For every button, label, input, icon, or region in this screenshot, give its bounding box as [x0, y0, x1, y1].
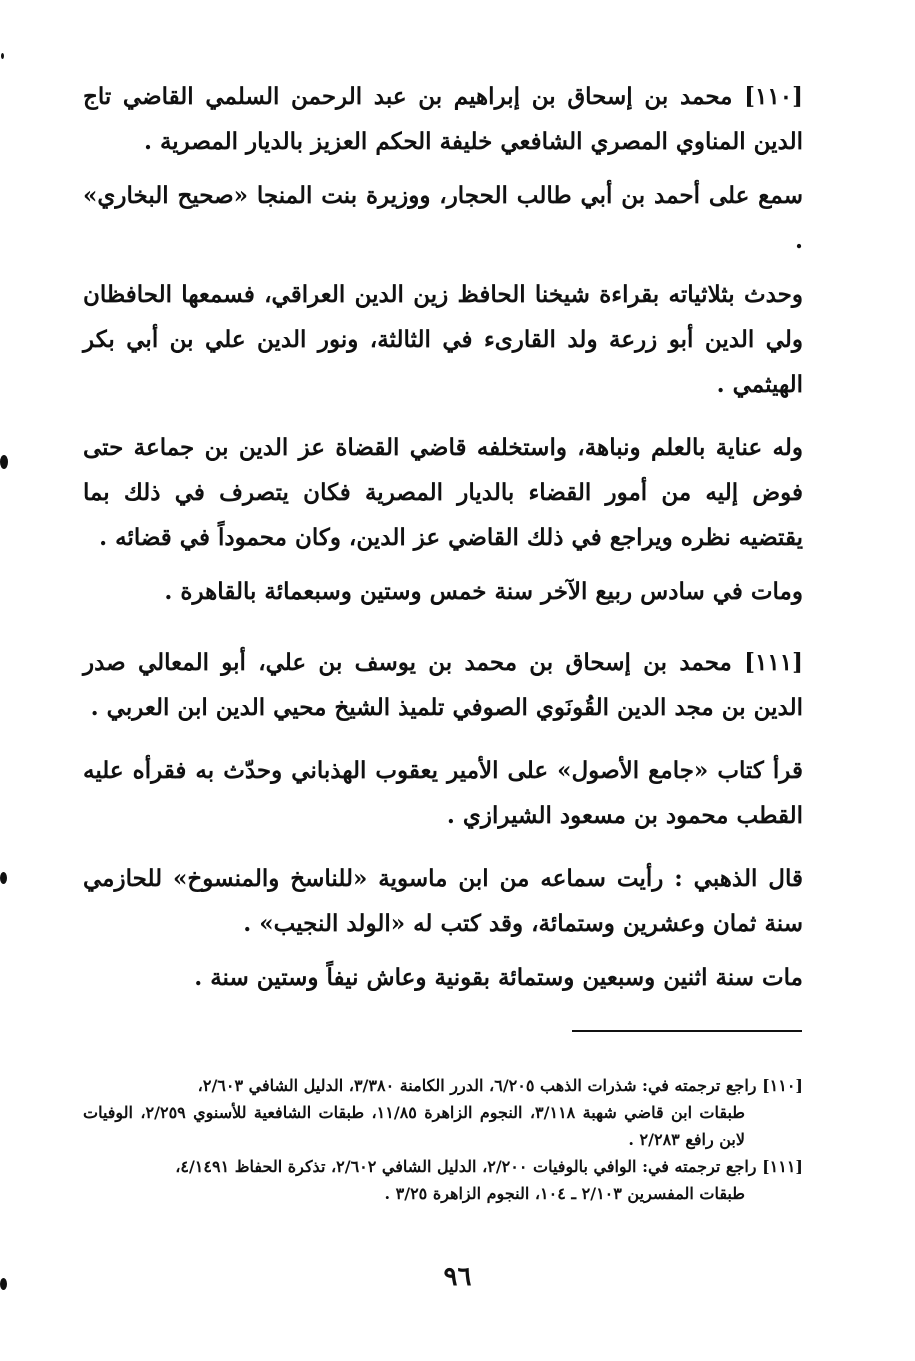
- footnotes: [83, 1072, 803, 1207]
- page-number: ٩٦: [443, 1262, 472, 1292]
- footnote-111-first-line: [١١١] راجع ترجمته في: الوافي بالوفيات ٢/٢٠٠، الدليل الشافي ٢/٦٠٢، تذكرة الحفاظ ٤/١٤٩١،: [175, 1157, 803, 1176]
- entry-110-paragraph: سمع على أحمد بن أبي طالب الحجار، ووزيرة بنت المنجا «صحيح البخاري» .: [83, 182, 803, 254]
- entry-111-paragraph: مات سنة اثنين وسبعين وستمائة بقونية وعاش نيفاً وستين سنة .: [194, 964, 803, 991]
- scan-margin-mark: [1, 53, 4, 59]
- footnote-separator: [572, 1030, 802, 1032]
- scan-margin-mark: [0, 1278, 7, 1290]
- entry-110-paragraph: وله عناية بالعلم ونباهة، واستخلفه قاضي القضاة عز الدين بن جماعة حتى فوض إليه من أمور القضاء بالديار المصرية فكان يتصرف في ذلك بما يقتضيه نظره ويراجع في ذلك القاضي عز الدين، وكان محموداً في قضائه .: [83, 434, 803, 551]
- entry-110-paragraph: ومات في سادس ربيع الآخر سنة خمس وستين وسبعمائة بالقاهرة .: [164, 578, 803, 605]
- entry-110-heading: [١١٠] محمد بن إسحاق بن إبراهيم بن عبد الرحمن السلمي القاضي تاج الدين المناوي المصري الشافعي خليفة الحكم العزيز بالديار المصرية .: [83, 83, 803, 155]
- main-text: [83, 74, 803, 1000]
- entry-111-paragraph: قال الذهبي : رأيت سماعه من ابن ماسوية «للناسخ والمنسوخ» للحازمي سنة ثمان وعشرين وستمائة، وقد كتب له «الولد النجيب» .: [83, 865, 803, 937]
- scan-margin-mark: [0, 872, 7, 884]
- footnote-111-continuation: طبقات المفسرين ٢/١٠٣ ـ ١٠٤، النجوم الزاهرة ٣/٢٥ .: [384, 1184, 745, 1203]
- entry-111-heading: [١١١] محمد بن إسحاق بن محمد بن يوسف بن علي، أبو المعالي صدر الدين بن مجد الدين القُونَوي الصوفي تلميذ الشيخ محيي الدين ابن العربي .: [83, 649, 803, 721]
- footnote-110-continuation: طبقات ابن قاضي شهبة ٣/١١٨، النجوم الزاهرة ١١/٨٥، طبقات الشافعية للأسنوي ٢/٢٥٩، الوفيات لابن رافع ٢/٢٨٣ .: [83, 1103, 746, 1149]
- entry-111-paragraph: قرأ كتاب «جامع الأصول» على الأمير يعقوب الهذباني وحدّث به فقرأه عليه القطب محمود بن مسعود الشيرازي .: [83, 757, 803, 829]
- entry-110-paragraph: وحدث بثلاثياته بقراءة شيخنا الحافظ زين الدين العراقي، فسمعها الحافظان ولي الدين أبو زرعة ولد القارىء في الثالثة، ونور الدين علي بن أبي بكر الهيثمي .: [83, 281, 803, 398]
- scan-margin-mark: [0, 455, 8, 469]
- footnote-110-first-line: [١١٠] راجع ترجمته في: شذرات الذهب ٦/٢٠٥، الدرر الكامنة ٣/٣٨٠، الدليل الشافي ٢/٦٠٣،: [197, 1076, 803, 1095]
